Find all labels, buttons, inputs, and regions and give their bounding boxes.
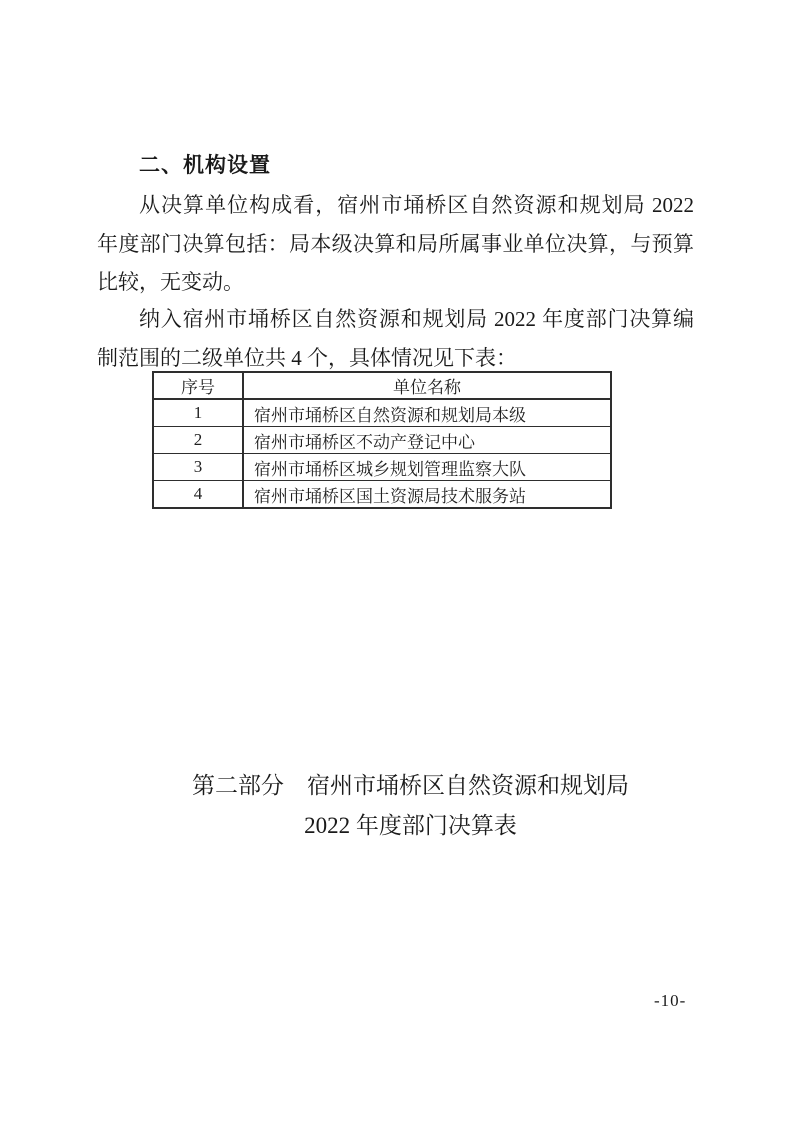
part-two-title-line1: 第二部分 宿州市埇桥区自然资源和规划局 <box>192 773 629 798</box>
part-two-title <box>14 766 793 846</box>
page-number: -10- <box>654 991 687 1010</box>
table-row <box>153 454 611 481</box>
column-header-unit-name: 单位名称 <box>243 372 611 399</box>
cell-unit-name: 宿州市埇桥区城乡规划管理监察大队 <box>243 454 611 481</box>
table-row <box>153 399 611 427</box>
part-two-title-line2: 2022 年度部门决算表 <box>304 813 517 838</box>
units-table <box>152 371 612 509</box>
cell-serial-number: 1 <box>153 399 243 427</box>
column-header-serial-number: 序号 <box>153 372 243 399</box>
section-heading: 二、机构设置 <box>139 153 271 177</box>
table-header-row <box>153 372 611 399</box>
cell-unit-name: 宿州市埇桥区国土资源局技术服务站 <box>243 481 611 509</box>
cell-serial-number: 3 <box>153 454 243 481</box>
table-row <box>153 481 611 509</box>
cell-serial-number: 4 <box>153 481 243 509</box>
table-row <box>153 427 611 454</box>
paragraph-decision-units: 从决算单位构成看，宿州市埇桥区自然资源和规划局 2022 年度部门决算包括：局本级决算和局所属事业单位决算，与预算比较，无变动。 <box>97 193 694 294</box>
units-table-header <box>153 372 611 399</box>
cell-unit-name: 宿州市埇桥区自然资源和规划局本级 <box>243 399 611 427</box>
cell-unit-name: 宿州市埇桥区不动产登记中心 <box>243 427 611 454</box>
cell-serial-number: 2 <box>153 427 243 454</box>
units-table-body <box>153 399 611 508</box>
paragraph-secondary-units: 纳入宿州市埇桥区自然资源和规划局 2022 年度部门决算编制范围的二级单位共 4 个，具体情况见下表： <box>97 307 694 370</box>
